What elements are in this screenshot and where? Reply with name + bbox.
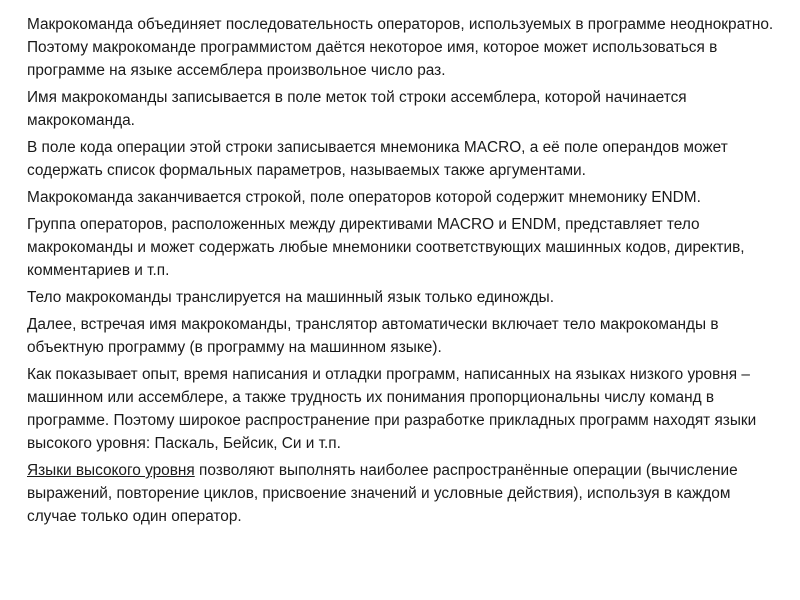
paragraph-macro-mnemonic: В поле кода операции этой строки записывается мнемоника MACRO, а её поле операндов может содержать список формальных параметров, называемых также аргументами. bbox=[27, 139, 728, 179]
paragraph-macro-body: Группа операторов, расположенных между директивами MACRO и ENDM, представляет тело макрокоманды и может содержать любые мнемоники соответствующих машинных кодов, директив, комментариев и т.п. bbox=[27, 216, 745, 279]
high-level-languages-text: позволяют выполнять наиболее распространённые операции (вычисление выражений, повторение циклов, присвоение значений и условные действия), используя в каждом случае только один оператор. bbox=[27, 462, 738, 525]
paragraph-macro-end: Макрокоманда заканчивается строкой, поле операторов которой содержит мнемонику ENDM. bbox=[27, 189, 701, 206]
high-level-languages-link[interactable]: Языки высокого уровня bbox=[27, 462, 195, 479]
paragraph-macro-inclusion: Далее, встречая имя макрокоманды, транслятор автоматически включает тело макрокоманды в объектную программу (в программу на машинном языке). bbox=[27, 316, 719, 356]
paragraph-high-level-languages bbox=[27, 459, 779, 528]
slide-text bbox=[27, 13, 779, 532]
paragraph-macro-translation: Тело макрокоманды транслируется на машинный язык только единожды. bbox=[27, 289, 555, 306]
paragraph-low-level-languages: Как показывает опыт, время написания и отладки программ, написанных на языках низкого уровня – машинном или ассемблере, а также трудность их понимания пропорциональны числу команд в программе. Поэтому широкое распространение при разработке прикладных программ находят языки высокого уровня: Паскаль, Бейсик, Си и т.п. bbox=[27, 366, 757, 452]
paragraph-macro-definition: Макрокоманда объединяет последовательность операторов, используемых в программе неоднократно. Поэтому макрокоманде программистом даётся некоторое имя, которое может использоваться в программе на языке ассемблера произвольное число раз. bbox=[27, 16, 774, 79]
paragraph-macro-name: Имя макрокоманды записывается в поле меток той строки ассемблера, которой начинается макрокоманда. bbox=[27, 89, 687, 129]
